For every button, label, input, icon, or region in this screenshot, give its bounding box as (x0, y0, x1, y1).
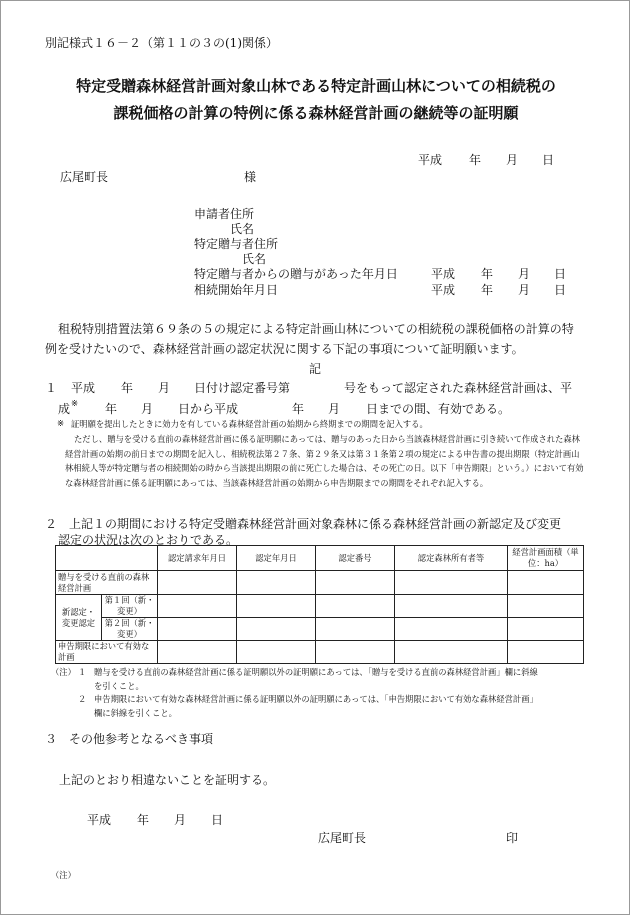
item2-line1: ２ 上記１の期間における特定受贈森林経営計画対象森林に係る森林経営計画の新認定及び変更 (45, 517, 562, 531)
table-row (56, 571, 584, 595)
item1-cert-text: 日付け認定番号第 (194, 381, 291, 395)
footer-note: （注） (51, 870, 76, 880)
sign-date-year: 年 (137, 813, 150, 827)
gift-date-year: 年 (481, 267, 494, 281)
table-notes-prefix: （注） (51, 667, 76, 677)
title-line-1: 特定受贈森林経営計画対象山林である特定計画山林についての相続税の (76, 77, 556, 95)
inheritance-date-label: 相続開始年月日 (194, 283, 279, 297)
item1-year: 年 (121, 381, 134, 395)
item1-month3: 月 (328, 402, 341, 416)
item1-year3: 年 (292, 402, 305, 416)
table-row (56, 595, 584, 618)
gift-date-label: 特定贈与者からの贈与があった年月日 (194, 267, 398, 281)
addressee-name: 広尾町長 (60, 170, 109, 184)
form-label: 別記様式１６－２（第１１の３の(1)関係） (45, 36, 278, 50)
item1-month2: 月 (141, 402, 154, 416)
table-note1-number: １ (78, 667, 87, 677)
sub1-label: 第１回（新・変更） (102, 595, 158, 618)
header-request-date: 認定請求年月日 (158, 546, 237, 571)
item1-era-cont: 成 (58, 402, 71, 416)
applicant-address-label: 申請者住所 (194, 207, 255, 221)
note1-body: ただし、贈与を受ける直前の森林経営計画に係る証明願にあっては、贈与のあった日から当該森林経営計画に引き続いて作成された森林経営計画の始期の前日までの期間を記入し、相続税法第２７条、第２９条又は第３１条第２項の規定による申告書の提出期限（特定計画山林相続人等が特定贈与者の相続開始の時から当該提出期限の前に死亡した場合は、その死亡の日。以下「申告期限」という。）において有効な森林経営計画に係る証明願にあっては、当該森林経営計画の始期から申告期限までの期間をそれぞれ記入する。 (65, 434, 584, 488)
table-row (56, 641, 584, 664)
sign-date-era: 平成 (87, 813, 112, 827)
item3: ３ その他参考となるべき事項 (45, 732, 214, 746)
donor-address-label: 特定贈与者住所 (194, 237, 279, 251)
sign-date-month: 月 (174, 813, 187, 827)
item1-number: １ (45, 381, 58, 395)
header-date-era: 平成 (418, 153, 443, 167)
item1-until-text: 日までの間、有効である。 (366, 402, 511, 416)
sub2-label: 第２回（新・変更） (102, 618, 158, 641)
item1-era: 平成 (71, 381, 96, 395)
table-note2-line2: 欄に斜線を引くこと。 (94, 708, 177, 718)
item1 (1, 379, 630, 419)
note1-mark: ※ (57, 418, 64, 428)
header-date-month: 月 (506, 153, 519, 167)
sign-date-day: 日 (211, 813, 224, 827)
addressee-honorific: 様 (244, 170, 257, 184)
gift-date-month: 月 (518, 267, 531, 281)
inheritance-date-year: 年 (481, 283, 494, 297)
title-line-2: 課税価格の計算の特例に係る森林経営計画の継続等の証明願 (113, 104, 519, 122)
row-before-gift-label: 贈与を受ける直前の森林経営計画 (56, 571, 158, 595)
inheritance-date-month: 月 (518, 283, 531, 297)
item1-cert-text2: 号をもって認定された森林経営計画は、平 (344, 381, 573, 395)
group-label: 新認定・変更認定 (56, 595, 102, 641)
certify-text: 上記のとおり相違ないことを証明する。 (59, 773, 276, 787)
row-deadline-label: 申告期限において有効な計画 (56, 641, 158, 664)
header-owner: 認定森林所有者等 (395, 546, 508, 571)
inheritance-date-era: 平成 (431, 283, 456, 297)
header-approval-number: 認定番号 (316, 546, 395, 571)
item2-line2: 認定の状況は次のとおりである。 (58, 533, 239, 547)
ki-mark: 記 (309, 362, 322, 376)
donor-name-label: 氏名 (242, 252, 267, 266)
gift-date-era: 平成 (431, 267, 456, 281)
header-date-day: 日 (542, 153, 555, 167)
intro-paragraph: 租税特別措置法第６９条の５の規定による特定計画山林についての相続税の課税価格の計算の特例を受けたいので、森林経営計画の認定状況に関する下記の事項について証明願います。 (45, 322, 574, 356)
signer-name: 広尾町長 (318, 831, 367, 845)
item1-year2: 年 (105, 402, 118, 416)
table-note2-number: ２ (78, 694, 87, 704)
table-note1-line2: を引くこと。 (94, 681, 144, 691)
item1-from-text: 日から平成 (178, 402, 239, 416)
item1-note-mark: ※ (71, 398, 78, 408)
table-header-row (56, 546, 584, 571)
item1-month: 月 (158, 381, 171, 395)
table-note2-line1: 申告期限において有効な森林経営計画に係る証明願以外の証明願にあっては、「申告期限において有効な森林経営計画」 (94, 694, 538, 704)
gift-date-day: 日 (554, 267, 567, 281)
table-row (56, 618, 584, 641)
table-note1-line1: 贈与を受ける直前の森林経営計画に係る証明願以外の証明願にあっては、「贈与を受ける直前の森林経営計画」欄に斜線 (94, 667, 538, 677)
plan-table (55, 545, 584, 664)
inheritance-date-day: 日 (554, 283, 567, 297)
note1-line1: 証明願を提出したときに効力を有している森林経営計画の始期から終期までの期間を記入する。 (71, 419, 428, 429)
applicant-name-label: 氏名 (230, 222, 255, 236)
header-area: 経営計画面積（単位：ha） (508, 546, 584, 571)
signer-seal: 印 (506, 831, 519, 845)
header-approval-date: 認定年月日 (237, 546, 316, 571)
header-date-year: 年 (469, 153, 482, 167)
